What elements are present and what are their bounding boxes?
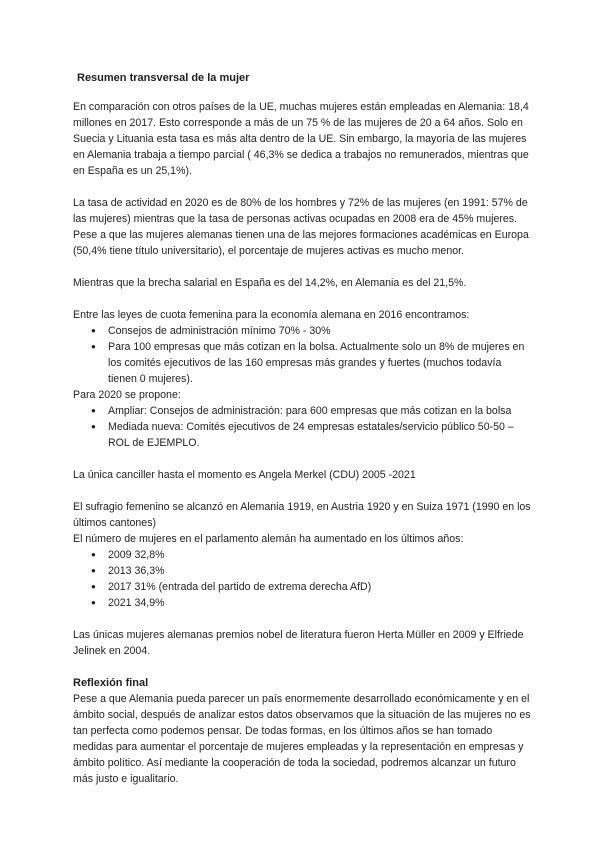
paragraph-nobel: Las únicas mujeres alemanas premios nobel de literatura fueron Herta Müller en 2009 y Elfriede Jelinek en 2004.	[73, 629, 524, 657]
list-item: ● Ampliar: Consejos de administración: para 600 empresas que más cotizan en la bolsa	[73, 403, 533, 419]
paragraph-chancellor: La única canciller hasta el momento es Angela Merkel (CDU) 2005 -2021	[73, 469, 416, 481]
list-item: ● Consejos de administración mínimo 70% - 30%	[73, 323, 533, 339]
paragraph-quota-laws: Entre las leyes de cuota femenina para la economía alemana en 2016 encontramos:	[73, 309, 470, 321]
proposal-list	[73, 403, 533, 451]
list-item: ● 2009 32,8%	[73, 547, 533, 563]
list-item: ● 2013 36,3%	[73, 563, 533, 579]
list-item: ● Mediada nueva: Comités ejecutivos de 24 empresas estatales/servicio público 50-50 – ROL de EJEMPLO.	[73, 419, 533, 451]
list-item: ● Para 100 empresas que más cotizan en la bolsa. Actualmente solo un 8% de mujeres en los comités ejecutivos de las 160 empresas más grandes y fuertes (muchos todavía tienen 0 mujeres).	[73, 339, 533, 387]
paragraph-reflection: Pese a que Alemania pueda parecer un país enormemente desarrollado económicamente y en el ámbito social, después de analizar estos datos observamos que la situación de las mujeres no es tan perfecta como podemos pensar. De todas formas, en los últimos años se han tomado medidas para aumentar el porcentaje de mujeres empleadas y la representación en empresas y ámbito político. Así mediante la cooperación de toda la sociedad, podremos alcanzar un futuro más justo e igualitario.	[73, 693, 531, 785]
list-item: ● 2021 34,9%	[73, 595, 533, 611]
paragraph-parliament: El número de mujeres en el parlamento alemán ha aumentado en los últimos años:	[73, 533, 464, 545]
document-body	[73, 71, 533, 787]
paragraph-suffrage: El sufragio femenino se alcanzó en Alemania 1919, en Austria 1920 y en Suiza 1971 (1990 en los últimos cantones)	[73, 501, 531, 529]
section-heading-reflection: Reflexión final	[73, 677, 149, 689]
document-title: Resumen transversal de la mujer	[77, 72, 250, 84]
paragraph-2020-proposal: Para 2020 se propone:	[73, 389, 181, 401]
list-item: ● 2017 31% (entrada del partido de extrema derecha AfD)	[73, 579, 533, 595]
paragraph-activity-rate: La tasa de actividad en 2020 es de 80% de los hombres y 72% de las mujeres (en 1991: 57% de las mujeres) mientras que la tasa de personas activas ocupadas en 2008 era de 45% mujeres. Pese a que las mujeres alemanas tienen una de las mejores formaciones académicas en Europa (50,4% tiene título universitario), el porcentaje de mujeres activas es mucho menor.	[73, 197, 529, 257]
quota-laws-list	[73, 323, 533, 387]
parliament-list	[73, 547, 533, 611]
paragraph-employment: En comparación con otros países de la UE, muchas mujeres están empleadas en Alemania: 18,4 millones en 2017. Esto corresponde a más de un 75 % de las mujeres de 20 a 64 años. Solo en Suecia y Lituania esta tasa es más alta dentro de la UE. Sin embargo, la mayoría de las mujeres en Alemania trabaja a tiempo parcial ( 46,3% se dedica a trabajos no remunerados, mientras que en España es un 25,1%).	[73, 101, 529, 177]
paragraph-wage-gap: Mientras que la brecha salarial en España es del 14,2%, en Alemania es del 21,5%.	[73, 277, 467, 289]
